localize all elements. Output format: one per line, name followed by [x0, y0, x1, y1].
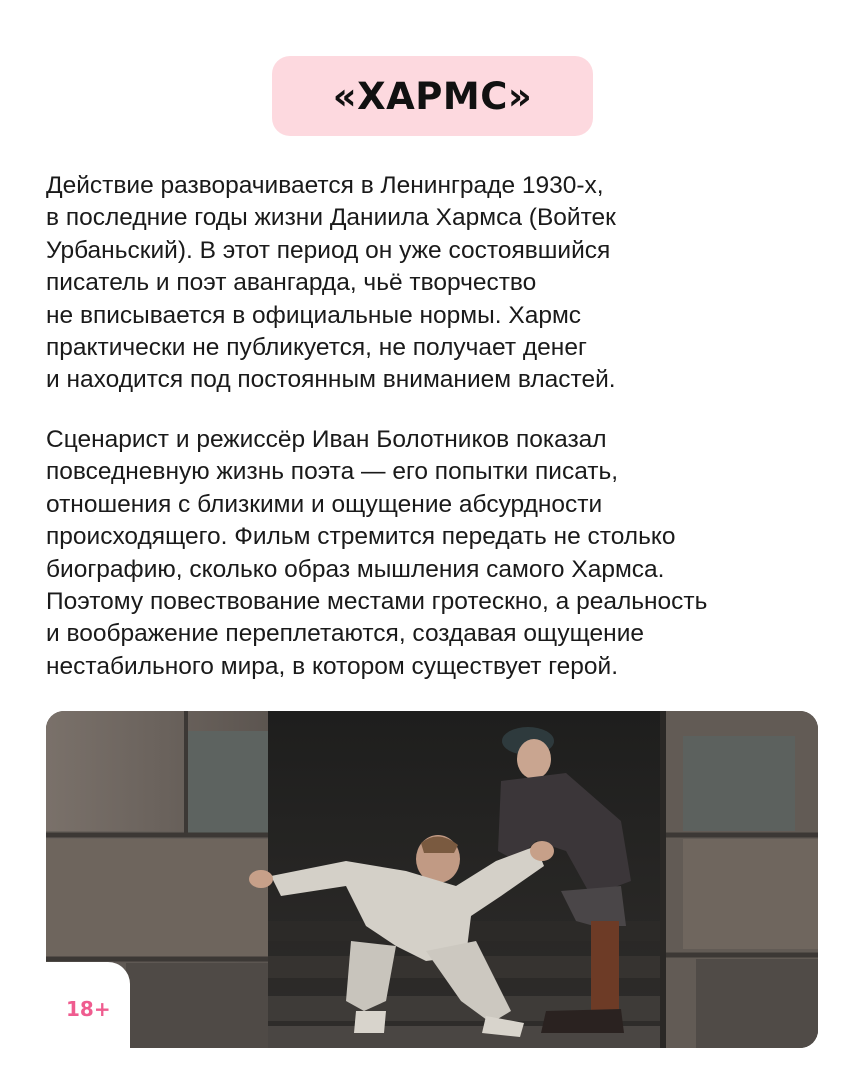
paragraph-line: Урбаньский). В этот период он уже состоявшийся — [46, 236, 611, 264]
paragraph-line: писатель и поэт авангарда, чьё творчество — [46, 269, 537, 297]
description-paragraph-2 — [46, 424, 836, 683]
paragraph-line: не вписывается в официальные нормы. Хармс — [46, 301, 582, 329]
age-rating-tab — [46, 962, 130, 1052]
paragraph-line: биографию, сколько образ мышления самого Хармса. — [46, 555, 665, 583]
paragraph-line: Поэтому повествование местами гротескно, а реальность — [46, 588, 708, 616]
paragraph-line: Сценарист и режиссёр Иван Болотников показал — [46, 426, 607, 453]
paragraph-line: повседневную жизнь поэта — его попытки писать, — [46, 458, 619, 486]
paragraph-line: отношения с близкими и ощущение абсурдности — [46, 490, 603, 518]
paragraph-line: происходящего. Фильм стремится передать не столько — [46, 523, 676, 551]
film-still-illustration — [46, 711, 818, 1048]
paragraph-line: нестабильного мира, в котором существует герой. — [46, 652, 619, 680]
title-badge — [272, 56, 593, 136]
page-title: «ХАРМС» — [332, 74, 533, 118]
age-rating-label: 18+ — [66, 997, 111, 1021]
description-paragraph-1 — [46, 170, 836, 397]
film-still-image — [46, 711, 818, 1048]
paragraph-line: в последние годы жизни Даниила Хармса (Войтек — [46, 204, 616, 232]
paragraph-line: практически не публикуется, не получает денег — [46, 334, 587, 362]
paragraph-line: и воображение переплетаются, создавая ощущение — [46, 620, 645, 648]
paragraph-line: и находится под постоянным вниманием властей. — [46, 366, 616, 394]
paragraph-line: Действие разворачивается в Ленинграде 1930-х, — [46, 172, 604, 199]
